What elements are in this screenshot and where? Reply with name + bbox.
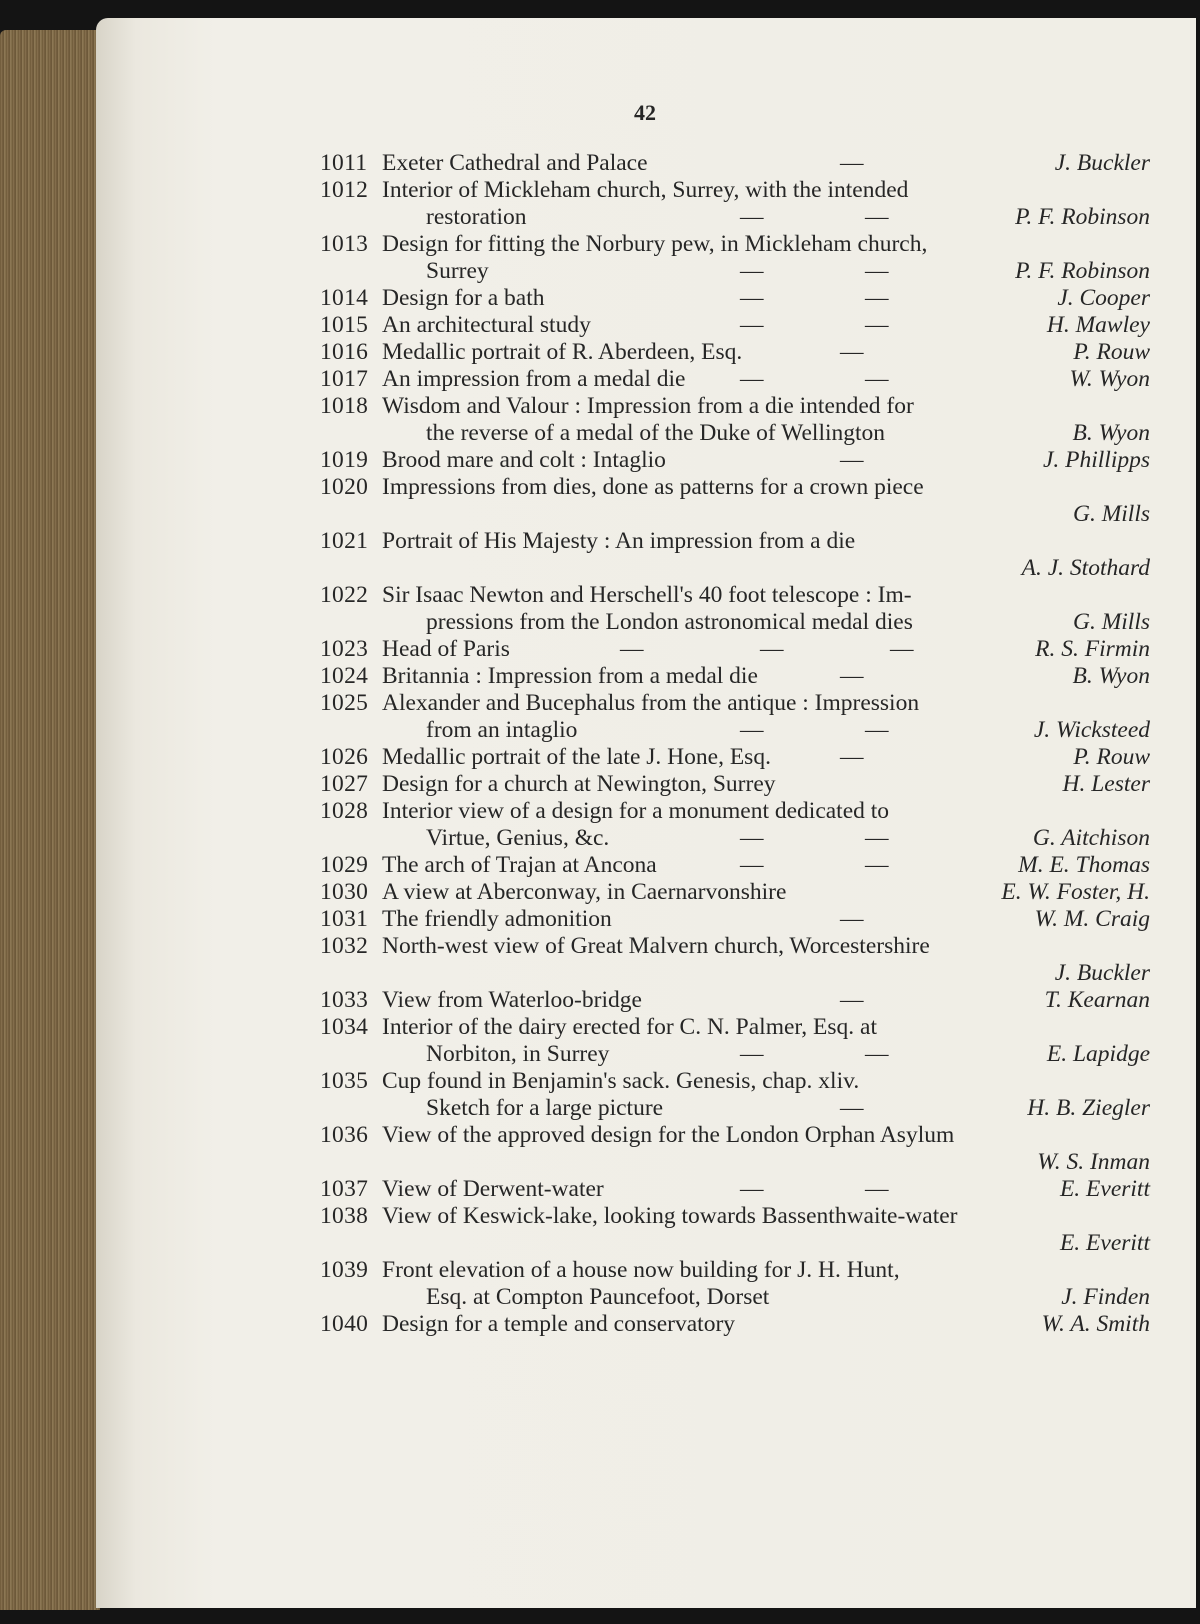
entry-title: An impression from a medal die — [382, 366, 686, 392]
entry-number: 1029 — [320, 852, 369, 878]
artist-line — [320, 960, 1150, 987]
entry-continuation — [320, 258, 1150, 285]
entry-row — [320, 339, 1150, 366]
entry-title: Virtue, Genius, &c. — [426, 825, 610, 851]
entry-title: Norbiton, in Surrey — [426, 1041, 610, 1067]
entry-number: 1036 — [320, 1122, 369, 1148]
leader-dash: — — [865, 285, 889, 311]
leader-dash: — — [840, 150, 864, 176]
leader-dash: — — [865, 825, 889, 851]
leader-dash: — — [865, 717, 889, 743]
entry-row — [320, 1068, 1150, 1095]
entry-continuation — [320, 825, 1150, 852]
entry-title: The arch of Trajan at Ancona — [382, 852, 657, 878]
leader-dash: — — [865, 312, 889, 338]
entry-number: 1014 — [320, 285, 369, 311]
artist-line — [320, 1230, 1150, 1257]
entry-title: Sketch for a large picture — [426, 1095, 664, 1121]
entry-number: 1022 — [320, 582, 369, 608]
leader-dash: — — [840, 744, 864, 770]
entry-title: Design for fitting the Norbury pew, in Mickleham church, — [382, 231, 928, 257]
entry-title: Medallic portrait of R. Aberdeen, Esq. — [382, 339, 743, 365]
artist-name: P. Rouw — [1073, 744, 1150, 770]
artist-name: G. Aitchison — [1032, 825, 1150, 851]
entry-row — [320, 1122, 1150, 1149]
entry-number: 1021 — [320, 528, 369, 554]
leader-dash: — — [760, 636, 784, 662]
leader-dash: — — [890, 636, 914, 662]
entry-title: Interior view of a design for a monument dedicated to — [382, 798, 890, 824]
entry-number: 1027 — [320, 771, 369, 797]
entry-row — [320, 231, 1150, 258]
entry-title: Design for a church at Newington, Surrey — [382, 771, 776, 797]
artist-name: T. Kearnan — [1044, 987, 1150, 1013]
entry-number: 1034 — [320, 1014, 369, 1040]
artist-line — [320, 1149, 1150, 1176]
entry-title: pressions from the London astronomical medal dies — [426, 609, 913, 635]
artist-name: B. Wyon — [1072, 663, 1150, 689]
entry-number: 1030 — [320, 879, 369, 905]
entry-row — [320, 771, 1150, 798]
entry-row — [320, 744, 1150, 771]
entry-continuation — [320, 1095, 1150, 1122]
entry-row — [320, 879, 1150, 906]
entry-title: Front elevation of a house now building for J. H. Hunt, — [382, 1257, 900, 1283]
leader-dash: — — [620, 636, 644, 662]
entry-number: 1011 — [320, 150, 368, 176]
leader-dash: — — [740, 312, 764, 338]
entry-title: Impressions from dies, done as patterns for a crown piece — [382, 474, 924, 500]
entry-number: 1018 — [320, 393, 369, 419]
leader-dash: — — [865, 204, 889, 230]
artist-name: J. Phillipps — [1042, 447, 1150, 473]
entry-title: Interior of the dairy erected for C. N. Palmer, Esq. at — [382, 1014, 877, 1040]
entry-row — [320, 987, 1150, 1014]
leader-dash: — — [840, 447, 864, 473]
entry-row — [320, 933, 1150, 960]
entry-number: 1016 — [320, 339, 369, 365]
leader-dash: — — [865, 852, 889, 878]
entry-row — [320, 150, 1150, 177]
entry-number: 1015 — [320, 312, 369, 338]
entry-title: Sir Isaac Newton and Herschell's 40 foot telescope : Im- — [382, 582, 912, 608]
entry-number: 1024 — [320, 663, 369, 689]
leader-dash: — — [840, 987, 864, 1013]
entry-continuation — [320, 1041, 1150, 1068]
artist-name: G. Mills — [1072, 501, 1150, 527]
entry-continuation — [320, 717, 1150, 744]
artist-name: J. Buckler — [1054, 150, 1150, 176]
entry-title: Portrait of His Majesty : An impression from a die — [382, 528, 856, 554]
catalogue-list — [320, 150, 1150, 1338]
entry-row — [320, 798, 1150, 825]
leader-dash: — — [840, 906, 864, 932]
entry-title: Medallic portrait of the late J. Hone, Esq. — [382, 744, 771, 770]
entry-row — [320, 474, 1150, 501]
entry-row — [320, 447, 1150, 474]
entry-title: View of Keswick-lake, looking towards Bassenthwaite-water — [382, 1203, 958, 1229]
artist-name: P. Rouw — [1073, 339, 1150, 365]
entry-number: 1023 — [320, 636, 369, 662]
entry-number: 1039 — [320, 1257, 369, 1283]
entry-number: 1033 — [320, 987, 369, 1013]
leader-dash: — — [865, 258, 889, 284]
entry-continuation — [320, 420, 1150, 447]
entry-row — [320, 528, 1150, 555]
artist-name: W. A. Smith — [1041, 1311, 1150, 1337]
artist-name: A. J. Stothard — [1021, 555, 1150, 581]
leader-dash: — — [865, 1176, 889, 1202]
entry-row — [320, 582, 1150, 609]
leader-dash: — — [865, 366, 889, 392]
entry-number: 1037 — [320, 1176, 369, 1202]
artist-name: B. Wyon — [1072, 420, 1150, 446]
leader-dash: — — [740, 852, 764, 878]
entry-title: Esq. at Compton Pauncefoot, Dorset — [426, 1284, 770, 1310]
entry-number: 1035 — [320, 1068, 369, 1094]
leader-dash: — — [840, 663, 864, 689]
entry-number: 1040 — [320, 1311, 369, 1337]
entry-number: 1038 — [320, 1203, 369, 1229]
entry-title: A view at Aberconway, in Caernarvonshire — [382, 879, 787, 905]
artist-name: W. S. Inman — [1037, 1149, 1150, 1175]
entry-continuation — [320, 1284, 1150, 1311]
artist-name: E. W. Foster, H. — [1001, 879, 1150, 905]
entry-number: 1020 — [320, 474, 369, 500]
leader-dash: — — [740, 717, 764, 743]
leader-dash: — — [740, 1041, 764, 1067]
artist-name: H. Lester — [1062, 771, 1150, 797]
leader-dash: — — [740, 825, 764, 851]
entry-title: Interior of Mickleham church, Surrey, with the intended — [382, 177, 909, 203]
entry-title: Surrey — [426, 258, 489, 284]
entry-title: the reverse of a medal of the Duke of Wellington — [426, 420, 886, 446]
artist-name: R. S. Firmin — [1035, 636, 1150, 662]
leader-dash: — — [740, 258, 764, 284]
artist-name: M. E. Thomas — [1018, 852, 1150, 878]
artist-line — [320, 555, 1150, 582]
entry-row — [320, 1311, 1150, 1338]
artist-line — [320, 501, 1150, 528]
entry-row — [320, 177, 1150, 204]
leader-dash: — — [840, 339, 864, 365]
entry-row — [320, 312, 1150, 339]
entry-number: 1028 — [320, 798, 369, 824]
entry-title: Design for a temple and conservatory — [382, 1311, 736, 1337]
artist-name: E. Everitt — [1059, 1230, 1150, 1256]
entry-continuation — [320, 204, 1150, 231]
entry-row — [320, 1014, 1150, 1041]
entry-row — [320, 636, 1150, 663]
artist-name: W. Wyon — [1069, 366, 1150, 392]
entry-row — [320, 1257, 1150, 1284]
entry-row — [320, 663, 1150, 690]
leader-dash: — — [840, 1095, 864, 1121]
entry-number: 1013 — [320, 231, 369, 257]
entry-title: Exeter Cathedral and Palace — [382, 150, 648, 176]
entry-row — [320, 393, 1150, 420]
artist-name: H. Mawley — [1046, 312, 1150, 338]
entry-title: View of the approved design for the London Orphan Asylum — [382, 1122, 955, 1148]
entry-number: 1025 — [320, 690, 369, 716]
entry-title: North-west view of Great Malvern church, Worcestershire — [382, 933, 930, 959]
entry-title: View of Derwent-water — [382, 1176, 604, 1202]
entry-title: restoration — [426, 204, 527, 230]
entry-title: Britannia : Impression from a medal die — [382, 663, 758, 689]
entry-title: Design for a bath — [382, 285, 545, 311]
entry-continuation — [320, 609, 1150, 636]
entry-number: 1017 — [320, 366, 369, 392]
entry-row — [320, 285, 1150, 312]
artist-name: J. Finden — [1061, 1284, 1150, 1310]
entry-number: 1031 — [320, 906, 369, 932]
entry-title: from an intaglio — [426, 717, 578, 743]
entry-title: Alexander and Bucephalus from the antique : Impression — [382, 690, 920, 716]
entry-row — [320, 852, 1150, 879]
entry-row — [320, 906, 1150, 933]
entry-title: Brood mare and colt : Intaglio — [382, 447, 666, 473]
entry-title: Cup found in Benjamin's sack. Genesis, chap. xliv. — [382, 1068, 860, 1094]
artist-name: P. F. Robinson — [1015, 204, 1150, 230]
entry-title: View from Waterloo-bridge — [382, 987, 642, 1013]
leader-dash: — — [740, 204, 764, 230]
entry-title: The friendly admonition — [382, 906, 612, 932]
book-page-edges — [0, 30, 100, 1610]
entry-row — [320, 1203, 1150, 1230]
entry-row — [320, 690, 1150, 717]
artist-name: G. Mills — [1072, 609, 1150, 635]
leader-dash: — — [865, 1041, 889, 1067]
artist-name: P. F. Robinson — [1015, 258, 1150, 284]
artist-name: W. M. Craig — [1034, 906, 1150, 932]
entry-number: 1032 — [320, 933, 369, 959]
artist-name: E. Everitt — [1059, 1176, 1150, 1202]
page-number: 42 — [634, 100, 656, 125]
entry-title: An architectural study — [382, 312, 591, 338]
leader-dash: — — [740, 285, 764, 311]
artist-name: J. Wicksteed — [1033, 717, 1150, 743]
leader-dash: — — [740, 366, 764, 392]
artist-name: H. B. Ziegler — [1027, 1095, 1150, 1121]
entry-title: Wisdom and Valour : Impression from a die intended for — [382, 393, 914, 419]
artist-name: E. Lapidge — [1046, 1041, 1150, 1067]
entry-number: 1019 — [320, 447, 369, 473]
artist-name: J. Buckler — [1054, 960, 1150, 986]
entry-title: Head of Paris — [382, 636, 510, 662]
entry-row — [320, 1176, 1150, 1203]
entry-number: 1026 — [320, 744, 369, 770]
entry-number: 1012 — [320, 177, 369, 203]
entry-row — [320, 366, 1150, 393]
leader-dash: — — [740, 1176, 764, 1202]
artist-name: J. Cooper — [1057, 285, 1150, 311]
